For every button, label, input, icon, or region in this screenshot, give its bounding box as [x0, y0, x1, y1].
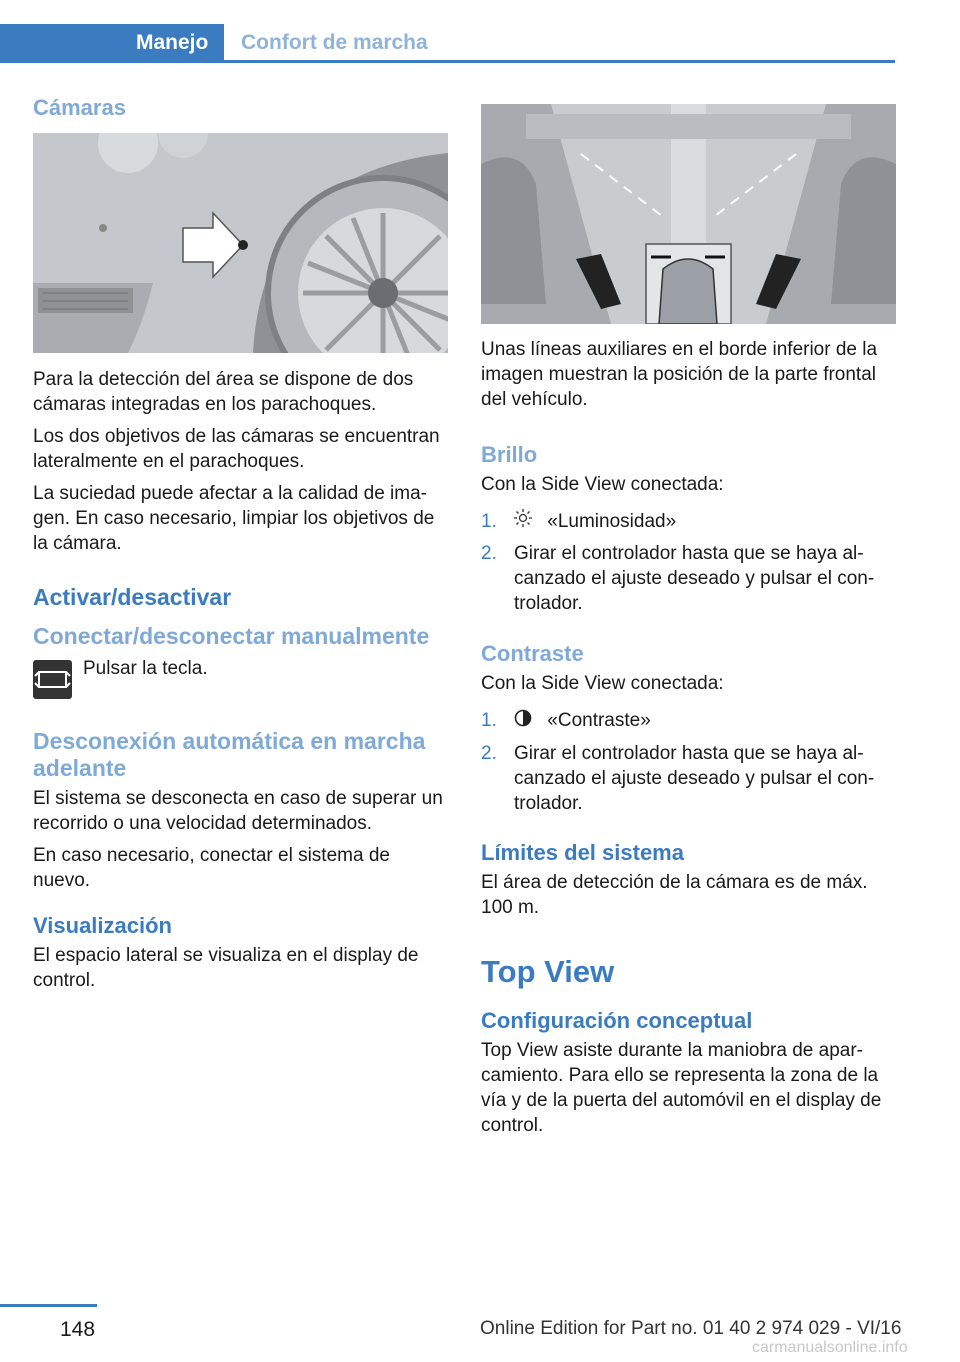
sun-icon-glyph — [514, 509, 532, 527]
contraste-heading: Contraste — [481, 641, 584, 667]
side-view-key-row — [33, 660, 448, 710]
list-number: 2. — [481, 742, 497, 764]
tab-confort-de-marcha[interactable]: Confort de marcha — [241, 31, 428, 54]
right-column — [481, 104, 896, 1138]
brillo-step-1 — [481, 509, 896, 534]
sun-icon — [514, 509, 536, 534]
list-number: 2. — [481, 543, 497, 565]
contrast-icon-glyph — [514, 709, 532, 727]
camaras-heading: Cámaras — [33, 95, 126, 120]
contraste-step-1 — [481, 708, 896, 733]
bumper-camera-drawing — [33, 133, 448, 353]
contraste-intro: Con la Side View conectada: — [481, 673, 724, 695]
paragraph-suciedad: La suciedad puede afectar a la calidad de imagen. En caso necesario, limpiar los objetivos de la cámara. — [33, 483, 435, 554]
edition-text: Online Edition for Part no. 01 40 2 974 029 - VI/16 — [480, 1318, 902, 1339]
pulsar-tecla-text: Pulsar la tecla. — [83, 658, 208, 679]
step-text: Girar el controlador hasta que se haya alcanzado el ajuste deseado y pulsar el controlador. — [514, 742, 875, 814]
activar-heading: Activar/desactivar — [33, 584, 232, 610]
side-view-key-icon[interactable] — [33, 660, 72, 699]
visualizacion-heading: Visualización — [33, 913, 172, 938]
paragraph-lineas-auxiliares: Unas líneas auxiliares en el borde inferior de la imagen muestran la posición de la parte frontal del vehículo. — [481, 339, 878, 410]
paragraph-deteccion: Para la detección del área se dispone de dos cámaras integradas en los parachoques. — [33, 369, 414, 415]
menu-item-contraste: «Contraste» — [547, 710, 651, 732]
side-view-display-illustration — [481, 104, 896, 324]
list-number: 1. — [481, 511, 497, 532]
left-column — [33, 95, 448, 993]
paragraph-objetivos: Los dos objetivos de las cámaras se encuentran lateralmente en el parachoques. — [33, 426, 440, 472]
paragraph-desconecta: El sistema se desconecta en caso de superar un recorrido o una velocidad determinados. — [33, 788, 443, 834]
bumper-camera-illustration — [33, 133, 448, 353]
contrast-icon — [514, 709, 536, 734]
limites-heading: Límites del sistema — [481, 839, 684, 865]
brillo-heading: Brillo — [481, 442, 538, 467]
desconexion-heading: Desconexión automática en marcha adelante — [33, 728, 426, 781]
paragraph-top-view: Top View asiste durante la maniobra de aparcamiento. Para ello se representa la zona de la vía y de la puerta del automóvil en el display de control. — [481, 1039, 882, 1136]
brillo-intro: Con la Side View conectada: — [481, 474, 724, 495]
watermark: carmanualsonline.info — [752, 1339, 908, 1356]
menu-item-luminosidad: «Luminosidad» — [547, 511, 677, 532]
conectar-heading: Conectar/desconectar manualmente — [33, 623, 430, 649]
paragraph-conectar-nuevo: En caso necesario, conectar el sistema de nuevo. — [33, 845, 390, 891]
paragraph-limites: El área de detección de la cámara es de máx. 100 m. — [481, 871, 868, 918]
footer-rule — [0, 1304, 97, 1307]
list-number: 1. — [481, 710, 497, 732]
side-view-display-drawing — [481, 104, 896, 324]
configuracion-heading: Configuración conceptual — [481, 1007, 753, 1033]
chapter-header — [0, 24, 895, 64]
step-text: Girar el controlador hasta que se haya alcanzado el ajuste deseado y pulsar el controlador. — [514, 543, 875, 615]
brillo-step-2 — [481, 541, 896, 616]
top-view-heading: Top View — [481, 953, 615, 989]
page-number: 148 — [60, 1318, 96, 1341]
paragraph-visualiza: El espacio lateral se visualiza en el display de control. — [33, 945, 419, 991]
contraste-step-2 — [481, 741, 896, 816]
tab-manejo[interactable]: Manejo — [0, 24, 224, 62]
side-view-key-symbol — [33, 660, 72, 699]
